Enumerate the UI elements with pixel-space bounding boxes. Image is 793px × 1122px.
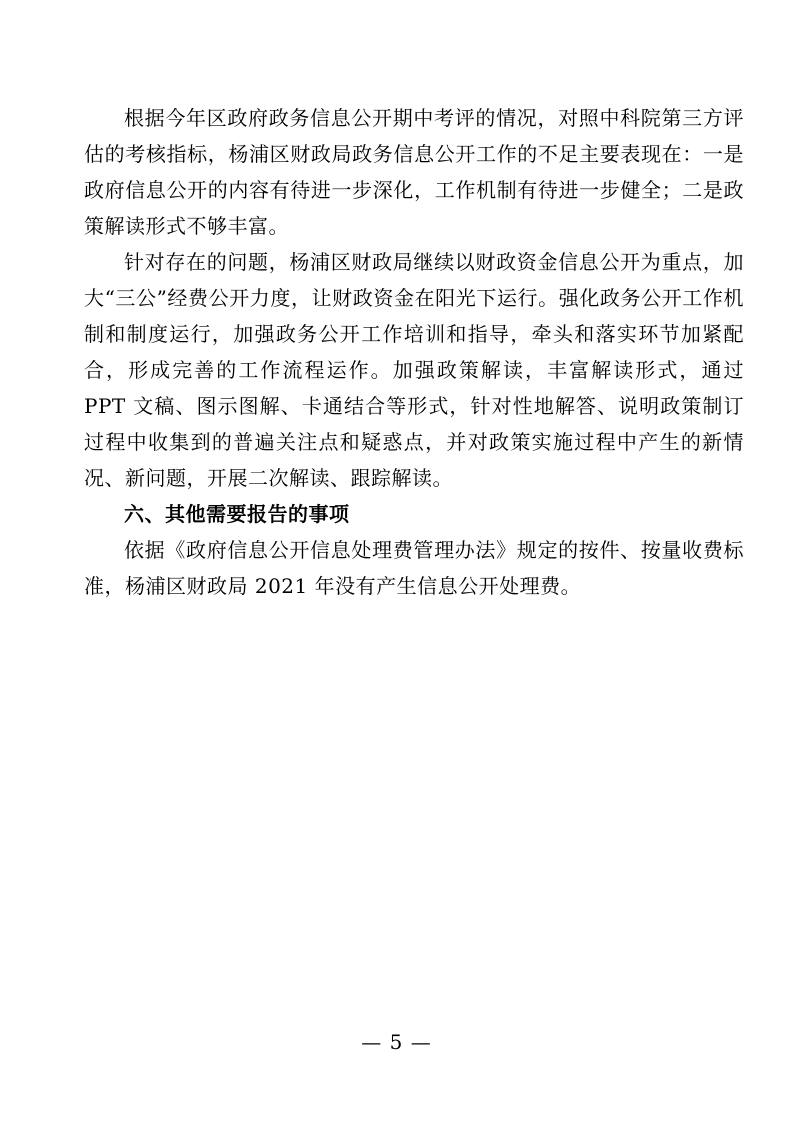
paragraph-shortcomings: 根据今年区政府政务信息公开期中考评的情况，对照中科院第三方评估的考核指标，杨浦区财政局政务信息公开工作的不足主要表现在：一是政府信息公开的内容有待进一步深化，工作机制有待进一步健全；二是政策解读形式不够丰富。 bbox=[84, 106, 744, 238]
document-body bbox=[84, 100, 744, 604]
paragraph-improvements: 针对存在的问题，杨浦区财政局继续以财政资金信息公开为重点，加大“三公”经费公开力度，让财政资金在阳光下运行。强化政务公开工作机制和制度运行，加强政务公开工作培训和指导，牵头和落实环节加紧配合，形成完善的工作流程运作。加强政策解读，丰富解读形式，通过 PPT 文稿、图示图解、卡通结合等形式，针对性地解答、说明政策制订过程中收集到的普遍关注点和疑惑点，并对政策实施过程中产生的新情况、新问题，开展二次解读、跟踪解读。 bbox=[84, 250, 744, 490]
paragraph-fees: 依据《政府信息公开信息处理费管理办法》规定的按件、按量收费标准，杨浦区财政局 2021 年没有产生信息公开处理费。 bbox=[84, 538, 744, 598]
page-number: — 5 — bbox=[361, 1030, 432, 1054]
section-heading: 六、其他需要报告的事项 bbox=[124, 502, 350, 526]
